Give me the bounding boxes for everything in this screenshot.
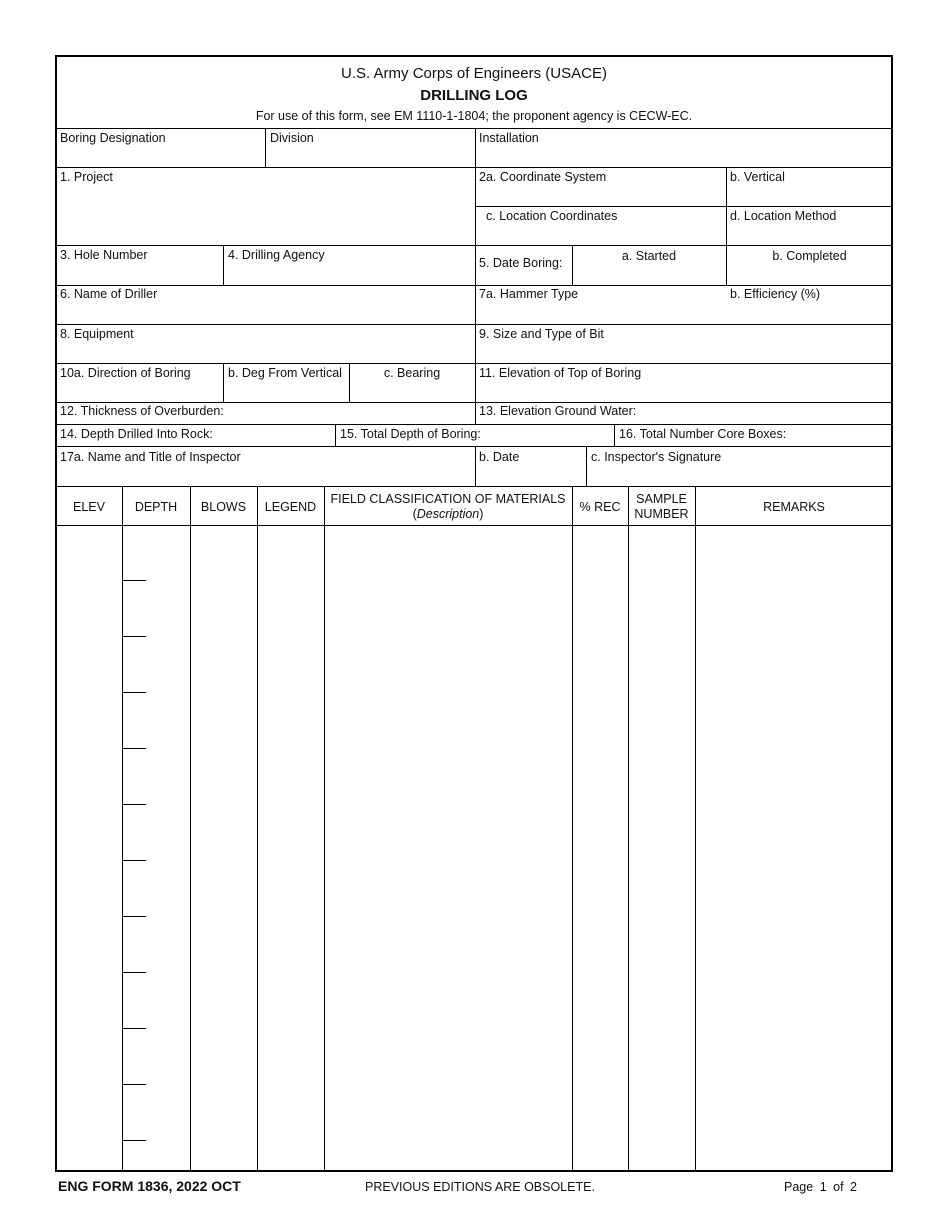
project-field[interactable]: 1. Project — [60, 170, 113, 184]
bit-field[interactable]: 9. Size and Type of Bit — [479, 327, 604, 341]
page-of: of — [833, 1180, 844, 1194]
form-title: DRILLING LOG — [420, 87, 528, 104]
divider — [586, 446, 587, 486]
core-boxes-field[interactable]: 16. Total Number Core Boxes: — [619, 427, 787, 441]
depth-tick — [122, 804, 146, 805]
drilling-agency-field[interactable]: 4. Drilling Agency — [228, 248, 325, 262]
col-description: Description — [416, 507, 480, 521]
divider — [265, 128, 266, 167]
col-elev: ELEV — [73, 499, 105, 514]
date-completed-field[interactable]: b. Completed — [772, 249, 847, 263]
installation-field[interactable]: Installation — [479, 131, 539, 145]
signature-field[interactable]: c. Inspector's Signature — [591, 450, 722, 464]
location-coordinates-field[interactable]: c. Location Coordinates — [486, 209, 618, 223]
col-description-wrap: (Description) — [412, 507, 484, 521]
depth-tick — [122, 1140, 146, 1141]
col-remarks: REMARKS — [763, 499, 825, 514]
depth-tick — [122, 636, 146, 637]
usage-note: For use of this form, see EM 1110-1-1804; the proponent agency is CECW-EC. — [255, 109, 693, 123]
col-sample-number — [628, 488, 695, 526]
col-sample-line1: SAMPLE — [636, 492, 687, 506]
driller-name-field[interactable]: 6. Name of Driller — [60, 287, 158, 301]
overburden-field[interactable]: 12. Thickness of Overburden: — [60, 404, 224, 418]
page-current: 1 — [819, 1180, 827, 1194]
col-field-classification-title: FIELD CLASSIFICATION OF MATERIALS — [330, 492, 566, 506]
agency-name: U.S. Army Corps of Engineers (USACE) — [341, 65, 607, 82]
divider — [475, 446, 476, 486]
page-indicator — [784, 1180, 857, 1194]
column-divider — [122, 486, 123, 1172]
col-rec: % REC — [579, 499, 621, 514]
rule-row9 — [56, 486, 893, 487]
division-field[interactable]: Division — [270, 131, 314, 145]
divider — [335, 424, 336, 446]
col-sample-line2: NUMBER — [634, 507, 689, 521]
depth-tick — [122, 748, 146, 749]
bearing-field[interactable]: c. Bearing — [383, 366, 441, 380]
depth-tick — [122, 860, 146, 861]
column-divider — [324, 486, 325, 1172]
direction-field[interactable]: 10a. Direction of Boring — [60, 366, 191, 380]
total-depth-field[interactable]: 15. Total Depth of Boring: — [340, 427, 481, 441]
depth-tick — [122, 1028, 146, 1029]
col-blows: BLOWS — [200, 499, 247, 514]
elevation-top-field[interactable]: 11. Elevation of Top of Boring — [479, 366, 642, 380]
hammer-type-field[interactable]: 7a. Hammer Type — [479, 287, 579, 301]
coordinate-system-field[interactable]: 2a. Coordinate System — [479, 170, 607, 184]
col-legend: LEGEND — [264, 499, 317, 514]
depth-tick — [122, 580, 146, 581]
divider — [614, 424, 615, 446]
location-method-field[interactable]: d. Location Method — [730, 209, 837, 223]
date-field[interactable]: b. Date — [479, 450, 520, 464]
deg-vertical-field[interactable]: b. Deg From Vertical — [228, 366, 342, 380]
depth-tick — [122, 916, 146, 917]
column-divider — [190, 486, 191, 1172]
col-field-classification — [324, 488, 572, 526]
hole-number-field[interactable]: 3. Hole Number — [60, 248, 148, 262]
efficiency-field[interactable]: b. Efficiency (%) — [730, 287, 821, 301]
divider — [223, 363, 224, 402]
depth-tick — [122, 972, 146, 973]
depth-rock-field[interactable]: 14. Depth Drilled Into Rock: — [60, 427, 213, 441]
form-id: ENG FORM 1836, 2022 OCT — [58, 1178, 241, 1194]
rule-row7 — [56, 424, 893, 425]
page-total: 2 — [850, 1180, 857, 1194]
depth-tick — [122, 692, 146, 693]
obsolete-note: PREVIOUS EDITIONS ARE OBSOLETE. — [365, 1180, 595, 1194]
equipment-field[interactable]: 8. Equipment — [60, 327, 134, 341]
divider — [726, 167, 727, 285]
page-label: Page — [784, 1180, 814, 1194]
inspector-field[interactable]: 17a. Name and Title of Inspector — [60, 450, 241, 464]
column-divider — [572, 486, 573, 1172]
rule-coordinates — [475, 206, 893, 207]
column-divider — [628, 486, 629, 1172]
column-divider — [695, 486, 696, 1172]
divider — [475, 128, 476, 424]
column-divider — [257, 486, 258, 1172]
date-started-field[interactable]: a. Started — [621, 249, 677, 263]
col-depth: DEPTH — [134, 499, 178, 514]
date-boring-label: 5. Date Boring: — [479, 256, 563, 270]
vertical-field[interactable]: b. Vertical — [730, 170, 785, 184]
boring-designation-field[interactable]: Boring Designation — [60, 131, 166, 145]
ground-water-field[interactable]: 13. Elevation Ground Water: — [479, 404, 637, 418]
divider — [223, 245, 224, 285]
depth-tick — [122, 1084, 146, 1085]
